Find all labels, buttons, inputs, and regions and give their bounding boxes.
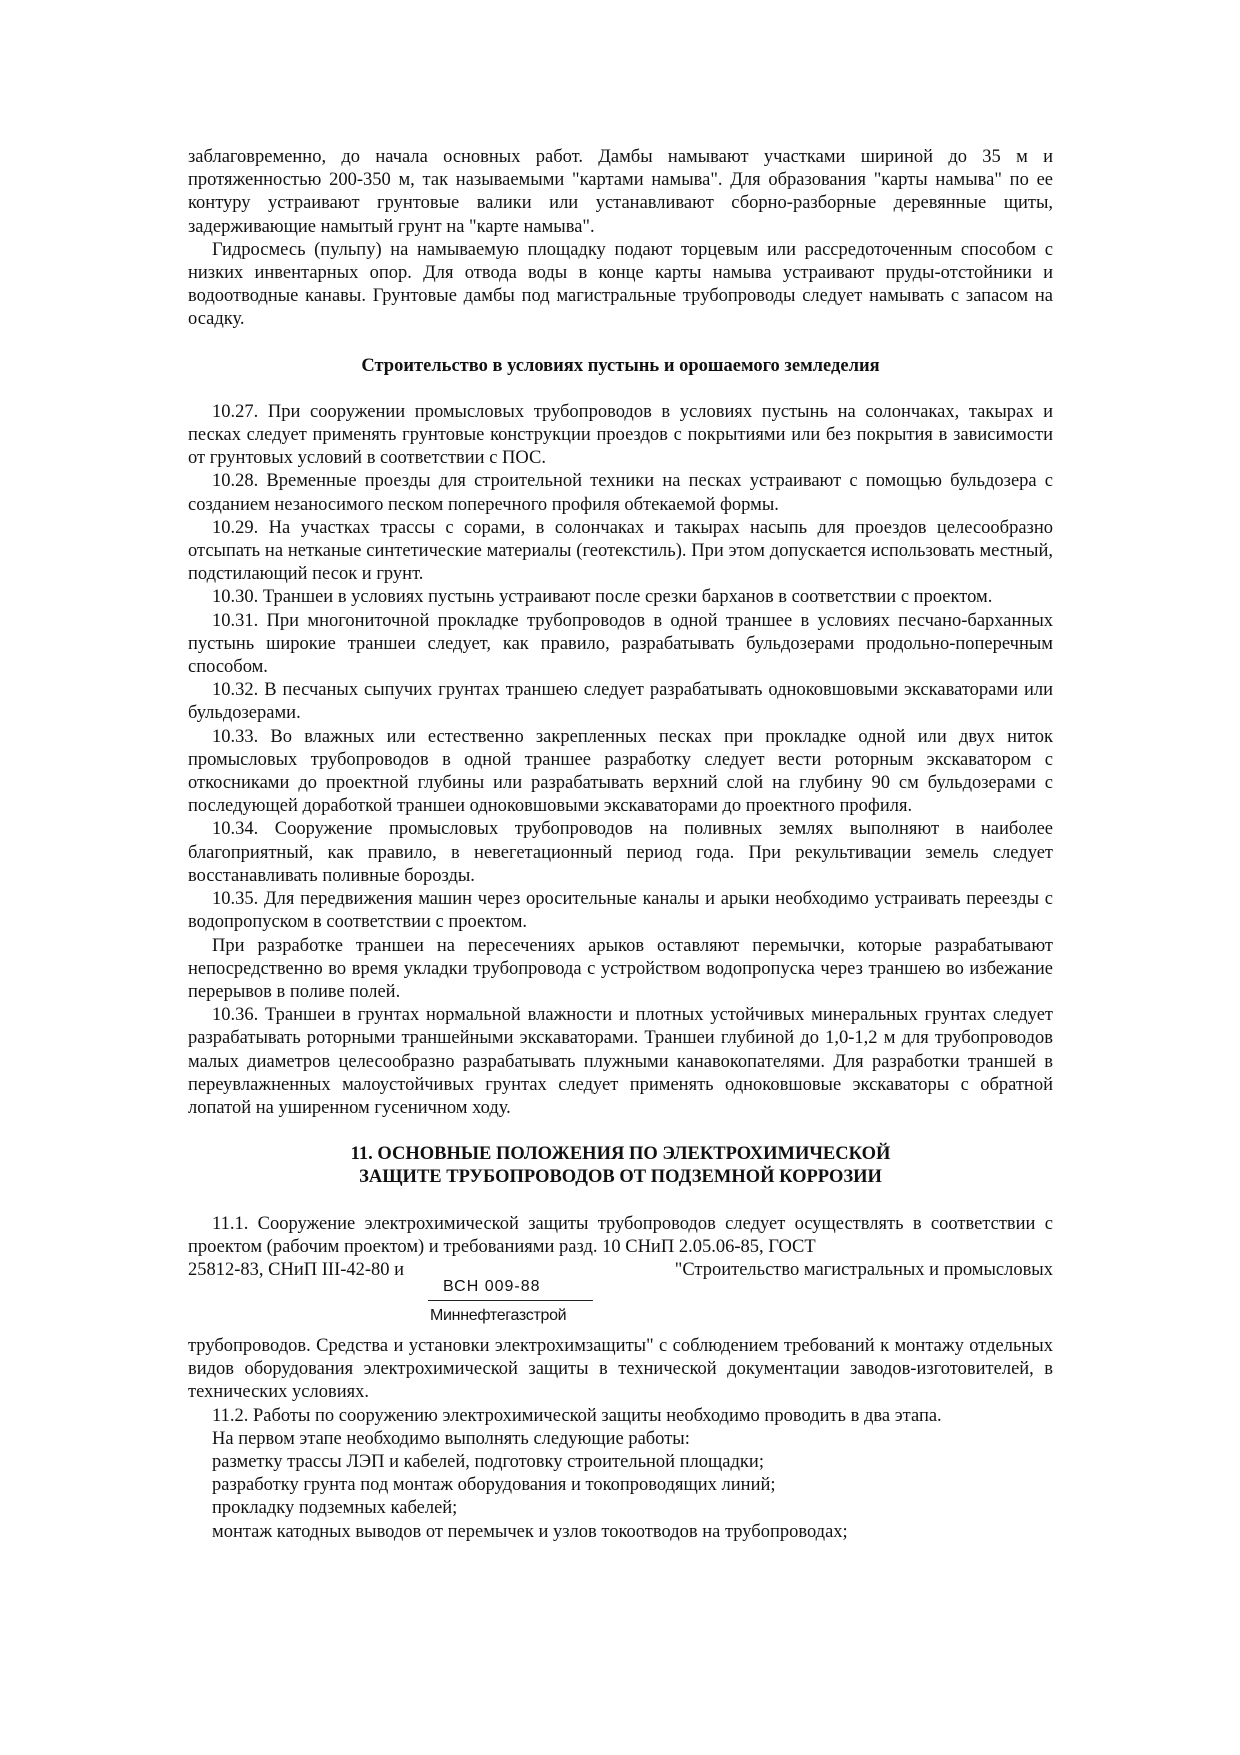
clause-10-29: 10.29. На участках трассы с сорами, в солончаках и такырах насыпь для проездов целесообразно отсыпать на нетканые синтетические материалы (геотекстиль). При этом допускается использовать местный, подстилающий песок и грунт. [188,517,1053,585]
clause-10-35-continued: При разработке траншеи на пересечениях арыков оставляют перемычки, которые разрабатывают непосредственно во время укладки трубопровода с устройством водопропуска через траншею во избежание перерывов в поливе полей. [188,935,1053,1002]
stage-one-intro: На первом этапе необходимо выполнять следующие работы: [212,1428,690,1449]
clause-11-1-first-lines: 11.1. Сооружение электрохимической защиты трубопроводов следует осуществлять в соответствии с проектом (рабочим проектом) и требованиями разд. 10 СНиП 2.05.06-85, ГОСТ [188,1213,1053,1257]
clause-11-1-left-fragment: 25812-83, СНиП III-42-80 и [188,1259,405,1280]
clause-10-28: 10.28. Временные проезды для строительной техники на песках устраивают с помощью бульдозера с созданием незаносимого песком поперечного профиля обтекаемой формы. [188,471,1053,515]
intro-paragraph-1: заблаговременно, до начала основных работ. Дамбы намывают участками шириной до 35 м и протяженностью 200-350 м, так называемыми "картами намыва". Для образования "карты намыва" по ее контуру устраивают грунтовые валики или устанавливают сборно-разборные деревянные щиты, задерживающие намытый грунт на "карте намыва". [188,147,1053,237]
document-page [188,146,1053,1544]
clause-11-2: 11.2. Работы по сооружению электрохимической защиты необходимо проводить в два этапа. [212,1405,942,1426]
clause-10-33: 10.33. Во влажных или естественно закрепленных песках при прокладке одной или двух ниток промысловых трубопроводов в одной траншее разработку следует вести роторным экскаватором с откосниками до проектной глубины или разрабатывать верхний слой на глубину 90 см бульдозерами с последующей доработкой траншеи одноковшовыми экскаваторами до проектного профиля. [188,726,1053,817]
section-11-heading-line-1: 11. ОСНОВНЫЕ ПОЛОЖЕНИЯ ПО ЭЛЕКТРОХИМИЧЕСКОЙ [350,1144,891,1165]
clause-10-31: 10.31. При многониточной прокладке трубопроводов в одной траншее в условиях песчано-барханных пустынь широкие траншеи следует, как правило, разрабатывать бульдозерами продольно-поперечным способом. [188,610,1053,678]
clause-11-1-reference-row [188,1259,1053,1327]
clause-10-35: 10.35. Для передвижения машин через оросительные каналы и арыки необходимо устраивать переезды с водопропуском в соответствии с проектом. [188,889,1053,933]
clause-10-32: 10.32. В песчаных сыпучих грунтах траншею следует разрабатывать одноковшовыми экскаваторами или бульдозерами. [188,680,1053,724]
intro-paragraph-2: Гидросмесь (пульпу) на намываемую площадку подают торцевым или рассредоточенным способом с низких инвентарных опор. Для отвода воды в конце карты намыва устраивают пруды-отстойники и водоотводные канавы. Грунтовые дамбы под магистральные трубопроводы следует намывать с запасом на осадку. [188,239,1053,330]
list-item: разметку трассы ЛЭП и кабелей, подготовку строительной площадки; [212,1451,764,1472]
reference-block [428,1259,593,1327]
section-heading-desert: Строительство в условиях пустынь и орошаемого земледелия [361,355,880,376]
clause-11-1-right-fragment: "Строительство магистральных и промысловых [674,1259,1053,1280]
clause-10-36: 10.36. Траншеи в грунтах нормальной влажности и плотных устойчивых минеральных грунтах следует разрабатывать роторными траншейными экскаваторами. Траншеи глубиной до 1,0-1,2 м для трубопроводов малых диаметров целесообразно разрабатывать плужными канавокопателями. Для разработки траншей в переувлажненных малоустойчивых грунтах следует применять одноковшовые экскаваторы с обратной лопатой на уширенном гусеничном ходу. [188,1005,1053,1118]
clause-10-34: 10.34. Сооружение промысловых трубопроводов на поливных землях выполняют в наиболее благоприятный, как правило, в невегетационный период года. При рекультивации земель следует восстанавливать поливные борозды. [188,819,1053,886]
list-item: прокладку подземных кабелей; [212,1498,458,1519]
list-item: монтаж катодных выводов от перемычек и узлов токоотводов на трубопроводах; [212,1521,848,1542]
section-11-heading-line-2: ЗАЩИТЕ ТРУБОПРОВОДОВ ОТ ПОДЗЕМНОЙ КОРРОЗИИ [359,1167,882,1188]
clause-11-1-continuation: трубопроводов. Средства и установки электрохимзащиты" с соблюдением требований к монтажу отдельных видов оборудования электрохимической защиты в технической документации заводов-изготовителей, в технических условиях. [188,1335,1053,1403]
clause-10-30: 10.30. Траншеи в условиях пустынь устраивают после срезки барханов в соответствии с проектом. [212,587,993,608]
clause-10-27: 10.27. При сооружении промысловых трубопроводов в условиях пустынь на солончаках, такырах и песках следует применять грунтовые конструкции проездов с покрытиями или без покрытия в зависимости от грунтовых условий в соответствии с ПОС. [188,401,1053,469]
reference-code: ВСН 009-88 [428,1276,593,1301]
list-item: разработку грунта под монтаж оборудования и токопроводящих линий; [212,1475,776,1496]
reference-organization: Миннефтегазстрой [430,1306,567,1324]
